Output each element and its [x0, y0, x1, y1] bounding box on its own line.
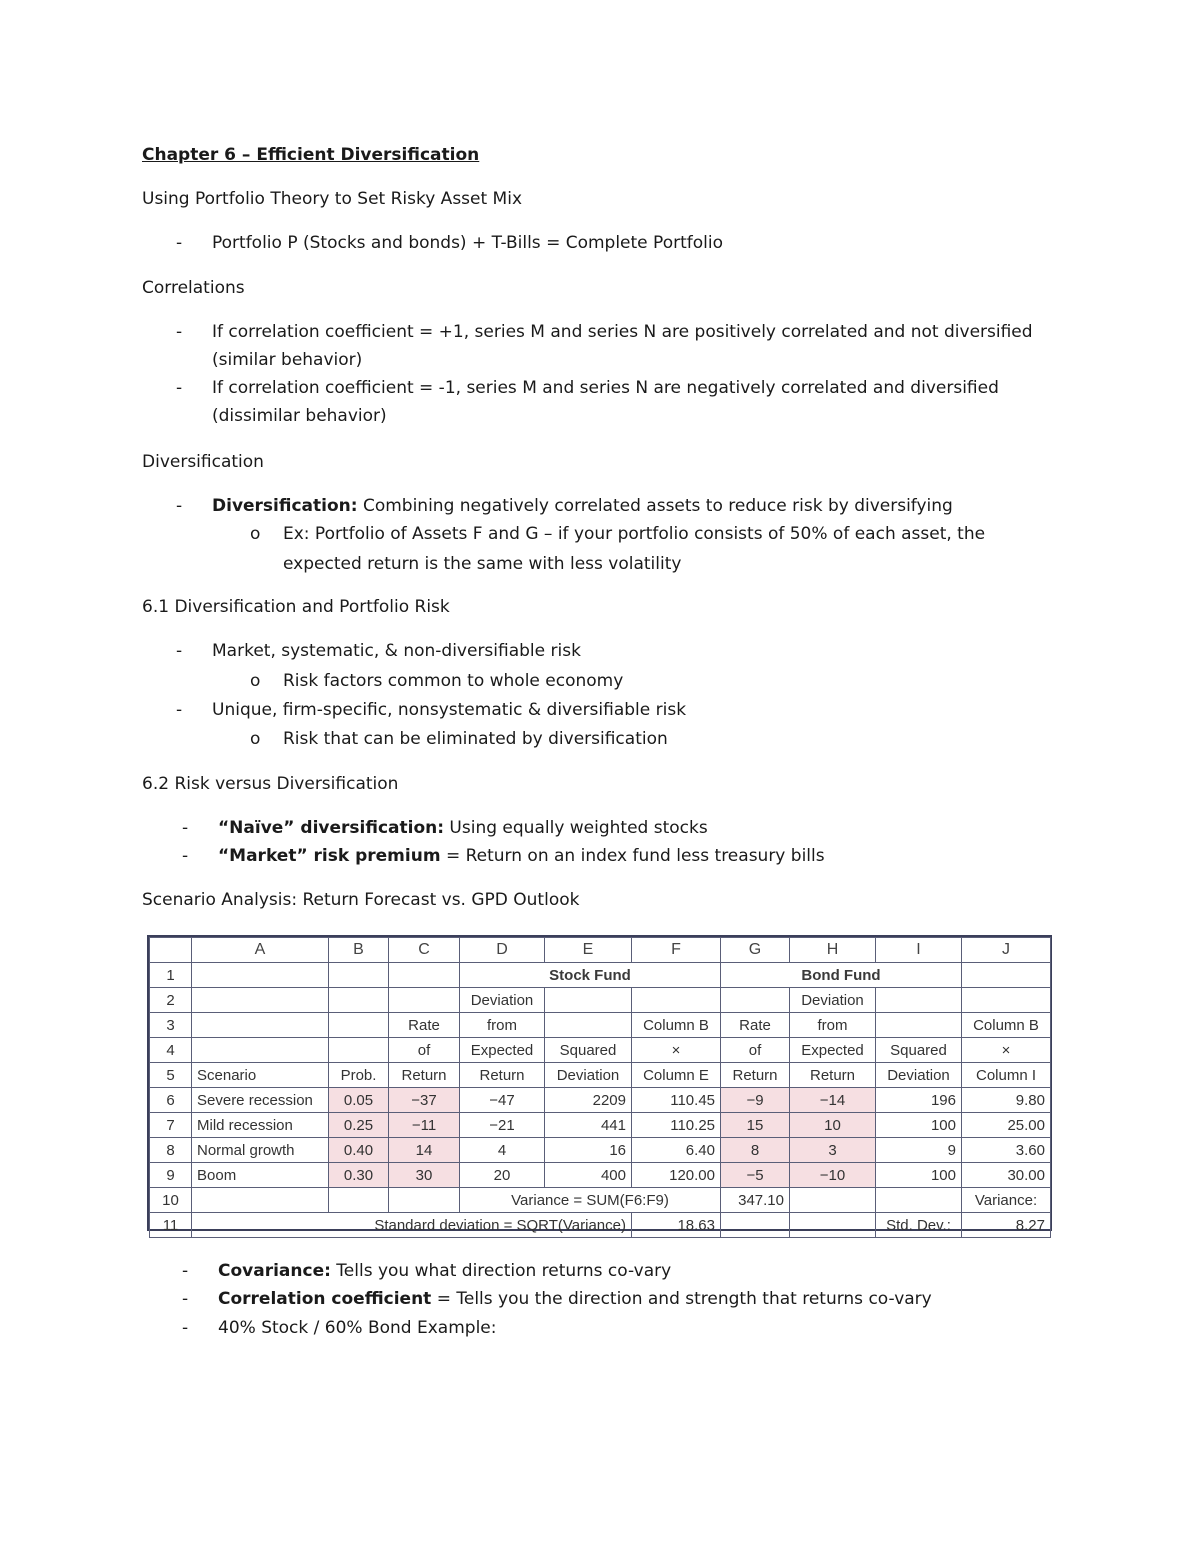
- cell: from: [460, 1013, 545, 1038]
- column-header: C: [389, 938, 460, 963]
- column-header: J: [962, 938, 1051, 963]
- chapter-title: Chapter 6 – Efficient Diversification: [142, 145, 480, 165]
- list-item-text: Market, systematic, & non-diversifiable risk: [212, 641, 581, 661]
- column-header: F: [632, 938, 721, 963]
- definition: Using equally weighted stocks: [444, 818, 708, 838]
- scenario-heading: Scenario Analysis: Return Forecast vs. GPD Outlook: [142, 890, 580, 910]
- cell: Scenario: [192, 1063, 329, 1088]
- cell: 16: [545, 1138, 632, 1163]
- cell: ×: [962, 1038, 1051, 1063]
- section-heading-diversification: Diversification: [142, 452, 264, 472]
- list-item-text: [212, 495, 953, 517]
- table-row: [150, 1113, 1051, 1138]
- cell: 9.80: [962, 1088, 1051, 1113]
- section-heading-correlations: Correlations: [142, 278, 245, 298]
- bullet-dash: -: [176, 496, 183, 516]
- cell: 196: [876, 1088, 962, 1113]
- cell: 0.40: [329, 1138, 389, 1163]
- table-row: [150, 1038, 1051, 1063]
- cell: Normal growth: [192, 1138, 329, 1163]
- cell: 0.25: [329, 1113, 389, 1138]
- row-number: 11: [150, 1213, 192, 1238]
- bond-std: 8.27: [962, 1213, 1051, 1238]
- list-item-text: 40% Stock / 60% Bond Example:: [218, 1318, 497, 1338]
- cell: 10: [790, 1113, 876, 1138]
- list-item-text: If correlation coefficient = -1, series M and series N are negatively correlated and diversified: [212, 378, 999, 398]
- bullet-dash: -: [182, 818, 189, 838]
- list-item-text: [218, 845, 825, 867]
- cell: 14: [389, 1138, 460, 1163]
- cell: ×: [632, 1038, 721, 1063]
- bullet-dash: -: [176, 322, 183, 342]
- cell: Expected: [460, 1038, 545, 1063]
- cell: 30.00: [962, 1163, 1051, 1188]
- cell: −10: [790, 1163, 876, 1188]
- cell: 441: [545, 1113, 632, 1138]
- cell: Column B: [962, 1013, 1051, 1038]
- bullet-dash: -: [176, 378, 183, 398]
- row-number: 6: [150, 1088, 192, 1113]
- cell: Deviation: [790, 988, 876, 1013]
- sub-list-item-text: Ex: Portfolio of Assets F and G – if your portfolio consists of 50% of each asset, the: [283, 524, 986, 544]
- cell: 3: [790, 1138, 876, 1163]
- row-number: 1: [150, 963, 192, 988]
- row-number: 4: [150, 1038, 192, 1063]
- list-item-text: If correlation coefficient = +1, series M and series N are positively correlated and not diversified: [212, 322, 1033, 342]
- cell: 25.00: [962, 1113, 1051, 1138]
- sub-bullet: o: [250, 729, 261, 749]
- table-row: [150, 1213, 1051, 1238]
- cell: Boom: [192, 1163, 329, 1188]
- definition: = Return on an index fund less treasury bills: [440, 846, 825, 866]
- stock-fund-header: Stock Fund: [460, 963, 721, 988]
- cell: Mild recession: [192, 1113, 329, 1138]
- column-header: G: [721, 938, 790, 963]
- list-item-text: (dissimilar behavior): [212, 406, 387, 426]
- bullet-dash: -: [182, 1318, 189, 1338]
- cell: Column E: [632, 1063, 721, 1088]
- cell: 400: [545, 1163, 632, 1188]
- sub-bullet: o: [250, 524, 261, 544]
- term: “Naïve” diversification:: [218, 818, 445, 838]
- column-header: H: [790, 938, 876, 963]
- stock-variance: 347.10: [721, 1188, 790, 1213]
- cell: −37: [389, 1088, 460, 1113]
- column-header: D: [460, 938, 545, 963]
- cell: −14: [790, 1088, 876, 1113]
- term: Correlation coefficient: [218, 1289, 432, 1309]
- cell: 20: [460, 1163, 545, 1188]
- cell: of: [389, 1038, 460, 1063]
- cell: −5: [721, 1163, 790, 1188]
- cell: 100: [876, 1163, 962, 1188]
- table-row: [150, 1088, 1051, 1113]
- table-row: [150, 1163, 1051, 1188]
- cell: Severe recession: [192, 1088, 329, 1113]
- list-item-text: [218, 1288, 932, 1310]
- cell: Squared: [876, 1038, 962, 1063]
- list-item-text: [218, 817, 708, 839]
- row-number: 7: [150, 1113, 192, 1138]
- cell: Deviation: [545, 1063, 632, 1088]
- cell: Squared: [545, 1038, 632, 1063]
- cell: Rate: [389, 1013, 460, 1038]
- term: “Market” risk premium: [218, 846, 441, 866]
- bullet-dash: -: [176, 233, 183, 253]
- cell: 6.40: [632, 1138, 721, 1163]
- bullet-dash: -: [182, 846, 189, 866]
- table-row: [150, 1013, 1051, 1038]
- cell: Column I: [962, 1063, 1051, 1088]
- cell: 8: [721, 1138, 790, 1163]
- cell: 0.05: [329, 1088, 389, 1113]
- cell: 3.60: [962, 1138, 1051, 1163]
- table-row: [150, 988, 1051, 1013]
- cell: Deviation: [876, 1063, 962, 1088]
- list-item-text: (similar behavior): [212, 350, 363, 370]
- row-number: 3: [150, 1013, 192, 1038]
- row-number: 10: [150, 1188, 192, 1213]
- definition: Tells you what direction returns co-vary: [330, 1261, 672, 1281]
- cell: −47: [460, 1088, 545, 1113]
- spreadsheet-table: [149, 937, 1051, 1238]
- row-number: 9: [150, 1163, 192, 1188]
- cell: −11: [389, 1113, 460, 1138]
- cell: Deviation: [460, 988, 545, 1013]
- sub-list-item-text: Risk that can be eliminated by diversification: [283, 729, 668, 749]
- std-formula: Standard deviation = SQRT(Variance): [192, 1213, 632, 1238]
- cell: 30: [389, 1163, 460, 1188]
- cell: −9: [721, 1088, 790, 1113]
- cell: Prob.: [329, 1063, 389, 1088]
- column-header: I: [876, 938, 962, 963]
- sub-bullet: o: [250, 671, 261, 691]
- list-item-text: Unique, firm-specific, nonsystematic & diversifiable risk: [212, 700, 687, 720]
- spreadsheet-image: [147, 935, 1052, 1234]
- column-header: B: [329, 938, 389, 963]
- sub-list-item-text: Risk factors common to whole economy: [283, 671, 624, 691]
- cell: Return: [460, 1063, 545, 1088]
- section-heading-6-2: 6.2 Risk versus Diversification: [142, 774, 399, 794]
- bond-variance-label: Variance:: [962, 1188, 1051, 1213]
- list-item-text: [218, 1260, 671, 1282]
- subtitle: Using Portfolio Theory to Set Risky Asset Mix: [142, 189, 523, 209]
- table-row: [150, 1188, 1051, 1213]
- bullet-dash: -: [176, 700, 183, 720]
- cell: 110.25: [632, 1113, 721, 1138]
- variance-formula: Variance = SUM(F6:F9): [460, 1188, 721, 1213]
- cell: Return: [389, 1063, 460, 1088]
- bullet-dash: -: [182, 1289, 189, 1309]
- definition: = Tells you the direction and strength that returns co-vary: [431, 1289, 932, 1309]
- cell: 100: [876, 1113, 962, 1138]
- cell: Return: [790, 1063, 876, 1088]
- row-number: 8: [150, 1138, 192, 1163]
- sub-list-item-text: expected return is the same with less volatility: [283, 554, 682, 574]
- cell: −21: [460, 1113, 545, 1138]
- cell: 2209: [545, 1088, 632, 1113]
- section-heading-6-1: 6.1 Diversification and Portfolio Risk: [142, 597, 450, 617]
- cell: 0.30: [329, 1163, 389, 1188]
- cell: Return: [721, 1063, 790, 1088]
- column-header: A: [192, 938, 329, 963]
- cell: 4: [460, 1138, 545, 1163]
- table-row: [150, 963, 1051, 988]
- term: Diversification:: [212, 496, 358, 516]
- cell: Column B: [632, 1013, 721, 1038]
- column-header-row: [150, 938, 1051, 963]
- corner-cell: [150, 938, 192, 963]
- term: Covariance:: [218, 1261, 331, 1281]
- table-row: [150, 1138, 1051, 1163]
- cell: 120.00: [632, 1163, 721, 1188]
- row-number: 2: [150, 988, 192, 1013]
- table-row: [150, 1063, 1051, 1088]
- cell: of: [721, 1038, 790, 1063]
- cell: from: [790, 1013, 876, 1038]
- bond-fund-header: Bond Fund: [721, 963, 962, 988]
- cell: 15: [721, 1113, 790, 1138]
- cell: Rate: [721, 1013, 790, 1038]
- bullet-dash: -: [182, 1261, 189, 1281]
- stock-std: 18.63: [632, 1213, 721, 1238]
- list-item-text: Portfolio P (Stocks and bonds) + T-Bills = Complete Portfolio: [212, 233, 723, 253]
- bullet-dash: -: [176, 641, 183, 661]
- cell: 110.45: [632, 1088, 721, 1113]
- bond-std-label: Std. Dev.:: [876, 1213, 962, 1238]
- cell: Expected: [790, 1038, 876, 1063]
- column-header: E: [545, 938, 632, 963]
- row-number: 5: [150, 1063, 192, 1088]
- cell: 9: [876, 1138, 962, 1163]
- definition: Combining negatively correlated assets to reduce risk by diversifying: [357, 496, 953, 516]
